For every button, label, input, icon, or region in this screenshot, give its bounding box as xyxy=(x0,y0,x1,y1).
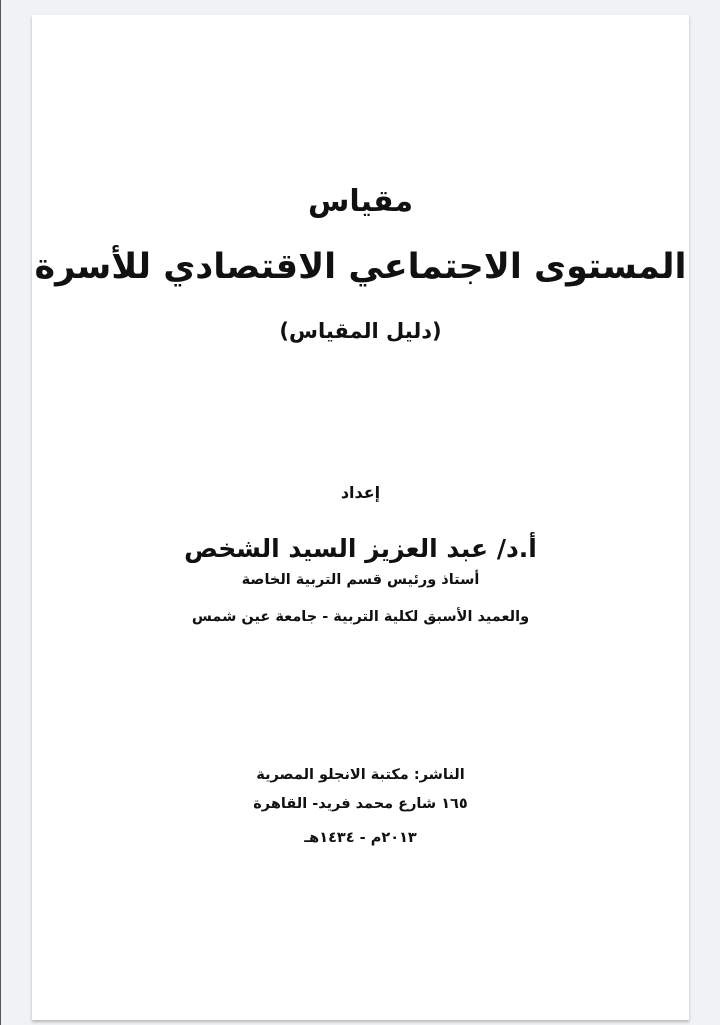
author-name: أ.د/ عبد العزيز السيد الشخص xyxy=(184,534,537,563)
publisher: الناشر: مكتبة الانجلو المصرية xyxy=(256,767,465,783)
author-affiliation-1: أستاذ ورئيس قسم التربية الخاصة xyxy=(241,572,480,588)
viewer-edge xyxy=(0,0,1,1025)
title-line-1: مقياس xyxy=(307,184,414,219)
document-page xyxy=(32,15,689,1020)
prepared-by-label: إعداد xyxy=(340,483,381,502)
title-line-2: المستوى الاجتماعي الاقتصادي للأسرة xyxy=(34,247,687,287)
author-affiliation-2: والعميد الأسبق لكلية التربية - جامعة عين شمس xyxy=(191,609,530,625)
subtitle: (دليل المقياس) xyxy=(279,319,442,343)
publisher-address: ١٦٥ شارع محمد فريد- القاهرة xyxy=(253,796,468,812)
publication-date: ٢٠١٣م - ١٤٣٤هـ xyxy=(304,830,417,846)
